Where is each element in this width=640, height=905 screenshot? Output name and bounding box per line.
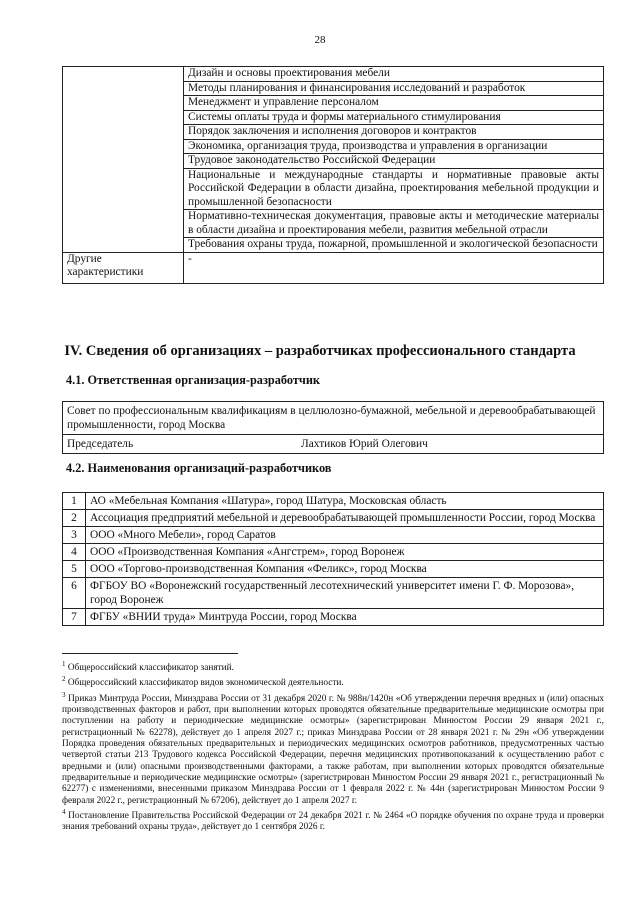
table-row <box>63 609 604 626</box>
row-number: 6 <box>63 578 86 609</box>
knowledge-item: Трудовое законодательство Российской Федерации <box>184 154 604 169</box>
footnotes <box>62 659 604 834</box>
org-name: Ассоциация предприятий мебельной и деревообрабатывающей промышленности России, город Москва <box>86 510 604 527</box>
row-number: 4 <box>63 544 86 561</box>
knowledge-item: Нормативно-техническая документация, правовые акты и методические материалы в области дизайна и проектирования мебели, развития мебельной отрасли <box>184 210 604 238</box>
table-row <box>63 67 604 82</box>
org-name: ФГБОУ ВО «Воронежский государственный лесотехнический университет имени Г. Ф. Морозова», город Воронеж <box>86 578 604 609</box>
footnote <box>62 659 604 674</box>
table-row <box>63 435 604 454</box>
responsible-table <box>62 401 604 454</box>
chair-title: Председатель <box>67 438 134 450</box>
knowledge-item: Национальные и международные стандарты и нормативные правовые акты Российской Федерации в области дизайна, проектирования мебельной продукции и промышленной безопасности <box>184 168 604 210</box>
org-name: ООО «Много Мебели», город Саратов <box>86 527 604 544</box>
footnote <box>62 674 604 689</box>
org-name: ФГБУ «ВНИИ труда» Минтруда России, город Москва <box>86 609 604 626</box>
table-row <box>63 527 604 544</box>
footnote <box>62 807 604 834</box>
table-row <box>63 402 604 435</box>
org-name: ООО «Производственная Компания «Ангстрем», город Воронеж <box>86 544 604 561</box>
table-row <box>63 578 604 609</box>
developers-heading: 4.2. Наименования организаций-разработчиков <box>66 461 332 475</box>
knowledge-item: Требования охраны труда, пожарной, промышленной и экологической безопасности <box>184 238 604 253</box>
footnote-text: Постановление Правительства Российской Федерации от 24 декабря 2021 г. № 2464 «О порядке обучения по охране труда и проверки знания требований охраны труда», действует до 1 сентября 2026 г. <box>62 810 604 833</box>
org-name: ООО «Торгово-производственная Компания «Феликс», город Москва <box>86 561 604 578</box>
footnote-text: Общероссийский классификатор видов экономической деятельности. <box>67 678 344 689</box>
row-number: 3 <box>63 527 86 544</box>
section-title: IV. Сведения об организациях – разработчиках профессионального стандарта <box>64 343 576 359</box>
table-row <box>63 493 604 510</box>
knowledge-item: Экономика, организация труда, производства и управления в организации <box>184 139 604 154</box>
table-row <box>63 544 604 561</box>
row-number: 5 <box>63 561 86 578</box>
developers-table <box>62 492 604 626</box>
org-name: АО «Мебельная Компания «Шатура», город Шатура, Московская область <box>86 493 604 510</box>
table-row <box>63 561 604 578</box>
footnote <box>62 690 604 807</box>
row-number: 1 <box>63 493 86 510</box>
footnote-divider <box>62 653 238 654</box>
page-number: 28 <box>314 34 326 46</box>
knowledge-item: Дизайн и основы проектирования мебели <box>184 67 604 82</box>
empty-label-cell <box>63 67 184 253</box>
footnote-mark: 2 <box>62 675 66 684</box>
row-number: 2 <box>63 510 86 527</box>
knowledge-item: Методы планирования и финансирования исследований и разработок <box>184 81 604 96</box>
knowledge-table <box>62 66 604 284</box>
knowledge-item: Системы оплаты труда и формы материального стимулирования <box>184 110 604 125</box>
table-row <box>63 510 604 527</box>
responsible-heading: 4.1. Ответственная организация-разработчик <box>66 373 320 387</box>
footnote-text: Приказ Минтруда России, Минздрава России от 31 декабря 2020 г. № 988н/1420н «Об утверждении перечня вредных и (или) опасных производственных факторов и работ, при выполнении которых проводятся обязательные предварительные медицинские осмотры при поступлении на работу и периодические медицинские осмотры» (зарегистрирован Минюстом России 29 января 2021 г., регистрационный № 62278), действует до 1 апреля 2027 г.; приказ Минздрава России от 28 января 2021 г. № 29н «Об утверждении Порядка проведения обязательных предварительных и периодических медицинских осмотров работников, предусмотренных частью четвертой статьи 213 Трудового кодекса Российской Федерации, перечня медицинских противопоказаний к осуществлению работ с вредными и (или) опасными производственными факторами, а также работам, при выполнении которых проводятся обязательные предварительные и периодические медицинские осмотры» (зарегистрирован Минюстом России 29 января 2021 г., регистрационный № 62277) с изменениями, внесенными приказом Минздрава России от 1 февраля 2022 г. № 44н (зарегистрирован Минюстом России 9 февраля 2022 г., регистрационный № 67206), действует до 1 апреля 2027 г. <box>62 693 604 806</box>
chair-cell <box>63 435 604 454</box>
knowledge-item: Порядок заключения и исполнения договоров и контрактов <box>184 125 604 140</box>
responsible-org: Совет по профессиональным квалификациям в целлюлозно-бумажной, мебельной и деревообрабатывающей промышленности, город Москва <box>63 402 604 435</box>
footnote-mark: 1 <box>62 660 66 668</box>
row-number: 7 <box>63 609 86 626</box>
knowledge-item: Менеджмент и управление персоналом <box>184 96 604 111</box>
other-characteristics-value: - <box>184 252 604 283</box>
footnote-mark: 4 <box>62 807 66 816</box>
table-row-other <box>63 252 604 283</box>
footnote-text: Общероссийский классификатор занятий. <box>67 663 234 674</box>
footnote-mark: 3 <box>62 690 66 699</box>
chair-name: Лахтиков Юрий Олегович <box>301 438 428 450</box>
other-characteristics-label: Другие характеристики <box>63 252 184 283</box>
